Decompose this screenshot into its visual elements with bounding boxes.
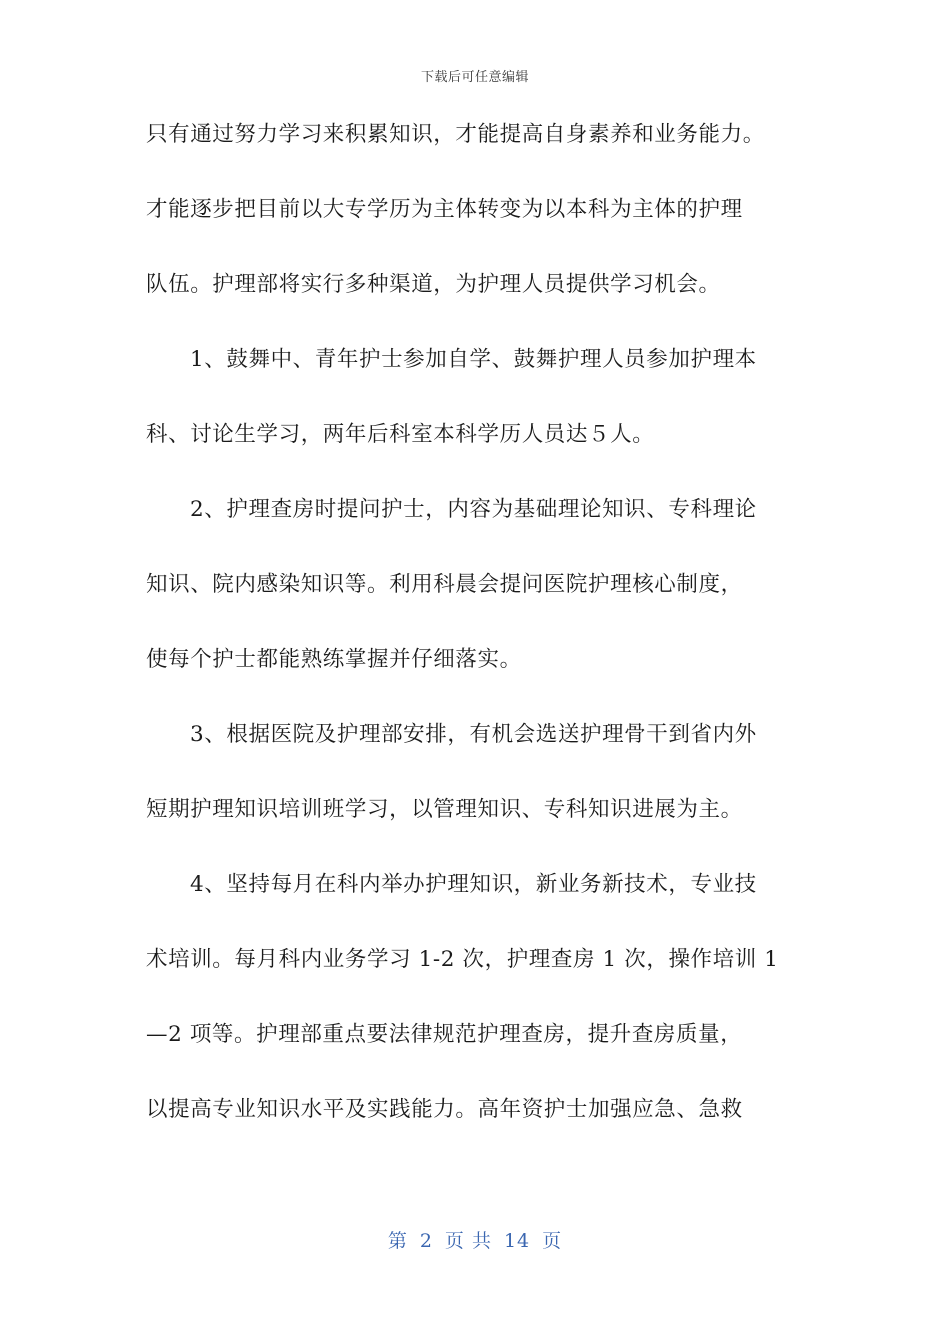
paragraph-line: 短期护理知识培训班学习，以管理知识、专科知识进展为主。	[146, 797, 743, 822]
paragraph-line: 2、护理查房时提问护士，内容为基础理论知识、专科理论	[190, 497, 757, 522]
page-footer	[0, 1226, 950, 1253]
paragraph-line: 术培训。每月科内业务学习 1-2 次，护理查房 1 次，操作培训 1	[146, 947, 779, 972]
paragraph-line: —2 项等。护理部重点要法律规范护理查房，提升查房质量，	[146, 1022, 743, 1047]
paragraph-line: 才能逐步把目前以大专学历为主体转变为以本科为主体的护理	[146, 197, 743, 222]
current-page-number: 2	[419, 1230, 433, 1252]
total-page-count: 14	[503, 1230, 531, 1252]
paragraph-line: 队伍。护理部将实行多种渠道，为护理人员提供学习机会。	[146, 272, 721, 297]
page-header: 下载后可任意编辑	[420, 70, 529, 85]
paragraph-line: 1、鼓舞中、青年护士参加自学、鼓舞护理人员参加护理本	[190, 347, 757, 372]
paragraph-line: 以提高专业知识水平及实践能力。高年资护士加强应急、急救	[146, 1097, 743, 1122]
paragraph-line: 知识、院内感染知识等。利用科晨会提问医院护理核心制度，	[146, 572, 743, 597]
paragraph-line: 4、坚持每月在科内举办护理知识，新业务新技术，专业技	[190, 872, 757, 897]
footer-suffix: 页	[542, 1230, 563, 1252]
paragraph-line: 3、根据医院及护理部安排，有机会选送护理骨干到省内外	[190, 722, 757, 747]
footer-middle: 页 共	[444, 1230, 492, 1252]
paragraph-line: 科、讨论生学习，两年后科室本科学历人员达５人。	[146, 422, 655, 447]
paragraph-line: 只有通过努力学习来积累知识，才能提高自身素养和业务能力。	[146, 122, 765, 147]
footer-prefix: 第	[387, 1230, 408, 1252]
paragraph-line: 使每个护士都能熟练掌握并仔细落实。	[146, 647, 522, 672]
